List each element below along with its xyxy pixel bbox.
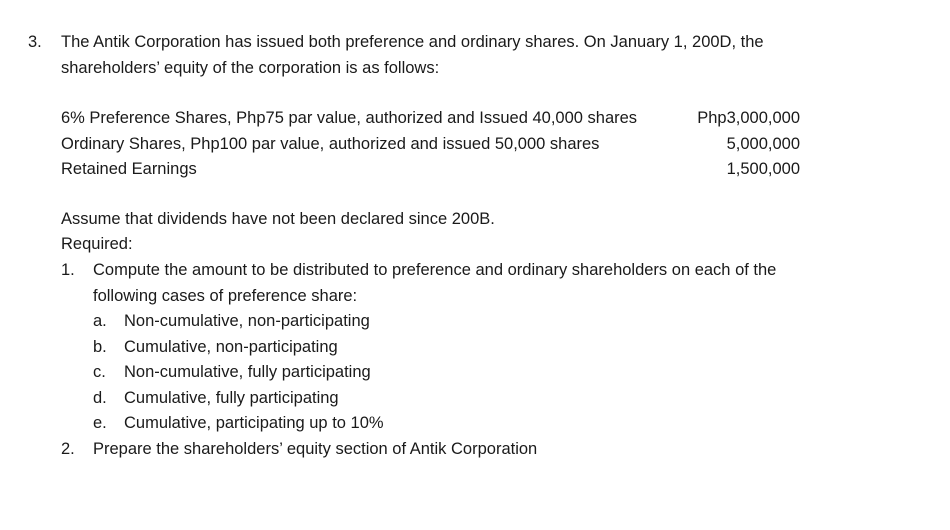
equity-value: Php3,000,000 [697,109,800,127]
question-intro: The Antik Corporation has issued both preference and ordinary shares. On January 1, 200D, the shareholders’ equity of the corporation is as follows: [61,33,764,77]
case-text: Cumulative, participating up to 10% [124,414,384,432]
assumption-text: Assume that dividends have not been declared since 200B. [61,210,495,228]
required-label: Required: [61,235,133,253]
equity-value: 5,000,000 [726,134,800,153]
equity-row [61,106,821,132]
requirement-text: Compute the amount to be distributed to preference and ordinary shareholders on each of the following cases of preference share: [93,261,777,305]
equity-row [61,157,821,183]
case-text: Cumulative, non-participating [124,337,338,356]
case-item [93,386,821,412]
question-number: 3. [28,33,42,51]
case-letter: d. [93,388,107,407]
case-text: Non-cumulative, fully participating [124,363,371,381]
case-text: Cumulative, fully participating [124,388,339,407]
requirement-text: Prepare the shareholders’ equity section of Antik Corporation [93,439,538,458]
case-item [93,360,821,386]
equity-row [61,132,821,158]
requirements-list [61,258,821,462]
equity-label: 6% Preference Shares, Php75 par value, authorized and Issued 40,000 shares [61,109,638,127]
equity-label: Retained Earnings [61,160,197,178]
requirement-item [61,258,821,437]
equity-value: 1,500,000 [726,160,800,178]
case-letter: b. [93,337,107,356]
cases-list [93,309,821,437]
equity-label: Ordinary Shares, Php100 par value, authorized and issued 50,000 shares [61,134,600,153]
case-item [93,309,821,335]
requirement-item [61,437,821,463]
case-letter: e. [93,414,107,432]
requirement-number: 2. [61,439,75,458]
case-letter: c. [93,363,106,381]
case-letter: a. [93,312,107,330]
case-item [93,411,821,437]
equity-table [61,106,821,183]
case-text: Non-cumulative, non-participating [124,312,370,330]
case-item [93,335,821,361]
requirement-number: 1. [61,261,75,279]
